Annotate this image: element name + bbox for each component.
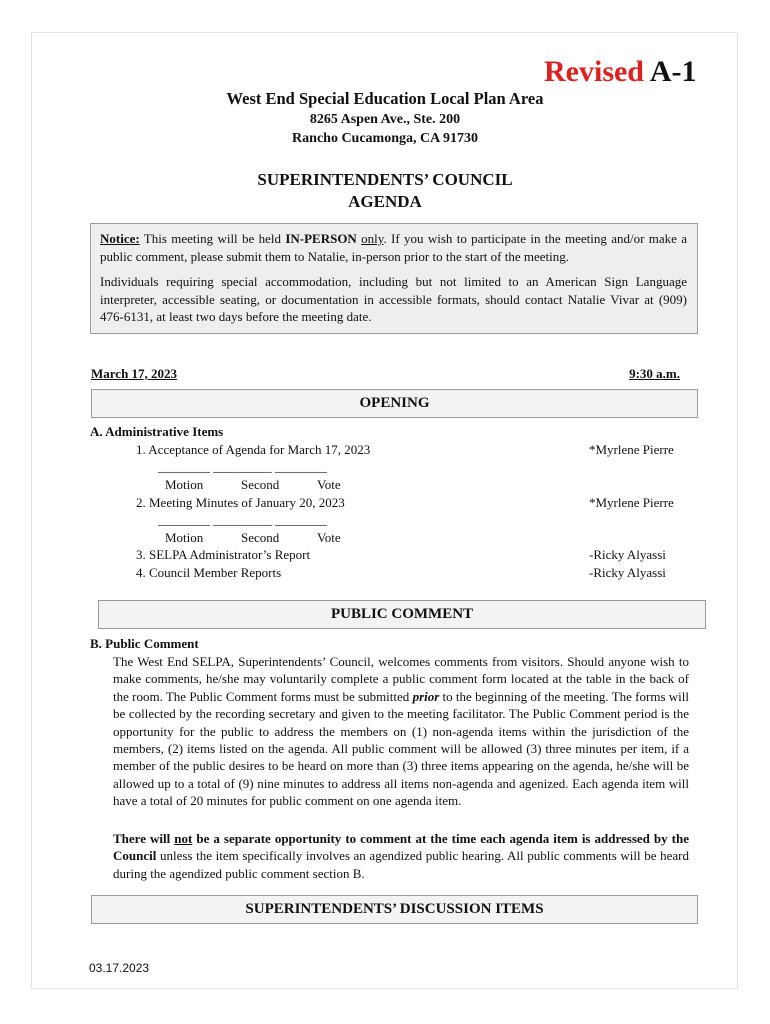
notice-paragraph [100,230,687,265]
item2-second-label: Second [241,530,280,545]
section-opening: OPENING [91,389,698,418]
revised-stamp [544,52,697,92]
in-person-label: IN-PERSON [285,231,357,246]
item2-motion-label: Motion [165,530,204,545]
footer-date: 03.17.2023 [89,961,150,975]
agenda-item-4: 4. Council Member Reports [136,565,282,580]
item1-vote-label: Vote [317,477,341,492]
accommodation-paragraph: Individuals requiring special accommodation, including but not limited to an American Sign Language interpreter, accessible seating, or documentation in accessible formats, should contact Natalie Vivar at (909) 476-6131, at least two days before the meeting date. [100,274,687,324]
only-label: only [361,231,384,246]
address-line1: 8265 Aspen Ave., Ste. 200 [309,112,461,127]
admin-heading: A. Administrative Items [90,424,224,439]
council-title: SUPERINTENDENTS’ COUNCIL [257,170,513,189]
revised-word: Revised [544,55,644,88]
notice-text-c: . If you wish to participate in the meeting and/or make a public comment, please submit them to Natalie, in-person prior to the start of the meeting. [100,231,688,264]
address-line2: Rancho Cucamonga, CA 91730 [292,131,478,146]
org-name: West End Special Education Local Plan Area [226,89,544,108]
item2-presenter: *Myrlene Pierre [589,495,674,510]
not-emphasis: not [174,831,193,846]
section-public-comment: PUBLIC COMMENT [98,600,706,629]
public-comment-heading: B. Public Comment [90,636,199,651]
rest-text: unless the item specifically involves an agendized public hearing. All public comments will be heard during the agendized public comment section B. [113,848,689,881]
public-comment-paragraph [113,653,689,810]
separate-opportunity-paragraph [113,830,689,882]
agenda-item-2: 2. Meeting Minutes of January 20, 2023 [136,495,345,510]
public-text-b: to the beginning of the meeting. The forms will be collected by the recording secretary and given to the meeting facilitator. The Public Comment period is the opportunity for the public to address the members on (1) non-agenda items within the jurisdiction of the members, (2) items listed on the agenda. All public comment will be allowed (3) three minutes per item, if a member of the public desires to be heard on more than (3) three items appearing on the agenda, he/she will be allowed up to a total of (9) nine minutes to address all items non-agenda and agenized. Each agenda item will have a total of 20 minutes for public comment on one agenda item. [113,688,689,809]
agenda-item-1: 1. Acceptance of Agenda for March 17, 2023 [136,442,371,457]
revised-code: A-1 [649,55,697,88]
item4-presenter: -Ricky Alyassi [589,565,666,580]
public-text-a: The West End SELPA, Superintendents’ Council, welcomes comments from visitors. Should anyone wish to make comments, he/she may voluntarily complete a public comment form located at the table in the back of the room. The Public Comment forms must be submitted [113,654,689,704]
item1-motion-label: Motion [165,477,204,492]
agenda-title: AGENDA [348,192,422,211]
item2-vote-label: Vote [317,530,341,545]
notice-text-a: This meeting will be held [139,231,286,246]
item1-vote-blanks: ________ _________ ________ [158,459,327,474]
agenda-item-3: 3. SELPA Administrator’s Report [136,547,311,562]
meeting-time: 9:30 a.m. [629,366,680,381]
notice-box [90,223,698,334]
item1-presenter: *Myrlene Pierre [589,442,674,457]
section-discussion-items: SUPERINTENDENTS’ DISCUSSION ITEMS [91,895,698,924]
item2-vote-blanks: ________ _________ ________ [158,512,327,527]
prior-emphasis: prior [412,688,440,704]
bold-text-b: be a separate opportunity to comment at the time each agenda item is addressed by the Council [113,831,689,864]
item1-second-label: Second [241,477,280,492]
notice-label: Notice: [100,231,140,246]
bold-text-a: There will [113,831,175,846]
item3-presenter: -Ricky Alyassi [589,547,666,562]
meeting-date: March 17, 2023 [91,366,178,381]
